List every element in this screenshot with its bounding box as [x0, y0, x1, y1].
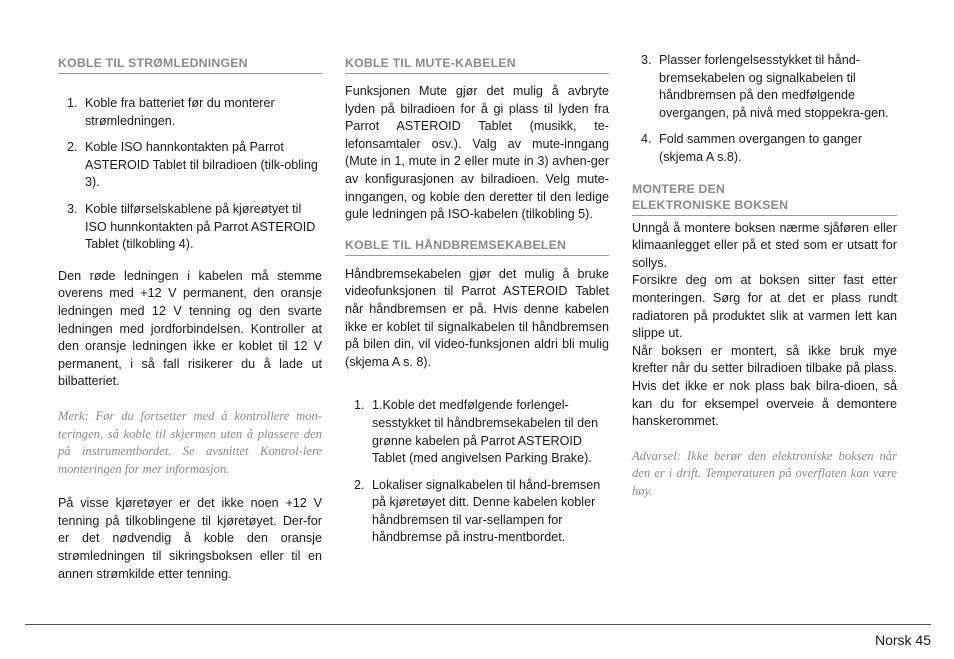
power-cable-steps: [58, 95, 322, 254]
step-text: Lokaliser signalkabelen til hånd-bremsen på kjøretøyet ditt. Denne kabelen kobler håndbremsen til var-sellampen for håndbremse på instru-mentbordet.: [372, 477, 601, 545]
column-middle: [345, 55, 609, 556]
step-number: 2.: [67, 140, 78, 155]
page-footer-label: Norsk 45: [874, 632, 931, 648]
handbrake-steps: [345, 397, 609, 547]
column-right: [632, 52, 897, 500]
footer-divider: [25, 624, 931, 625]
list-item: [345, 397, 609, 467]
body-paragraph: På visse kjøretøyer er det ikke noen +12 V tenning på tilkoblingene til kjøretøyet. Der-for er det nødvendig å koble den oransje strømledningen til sikringsboksen eller til en annen strømkilde etter tenning.: [58, 496, 322, 581]
list-item: [58, 139, 322, 192]
body-paragraph: Når boksen er montert, så ikke bruk mye krefter når du setter bilradioen tilbake på plass. Hvis det ikke er nok plass bak bilra-dioen, så kan du for eksempel overveie å demontere hanskerommet.: [632, 343, 897, 429]
step-number: 1.: [354, 398, 365, 413]
body-paragraph: Funksjonen Mute gjør det mulig å avbryte lyden på bilradioen for å gi plass til lyden fra Parrot ASTEROID Tablet (musikk, te-lefonsamtaler osv.). Valg av mute-inngang (Mute in 1, mute in 2 eller mute in 3) avhen-ger av konfigurasjonen av bilradioen. Velg mute-inngangen, og koble den deretter til den ledige gule ledningen på ISO-kabelen (tilkobling 5).: [345, 84, 609, 222]
step-number: 4.: [641, 132, 652, 147]
section-heading-electronic-box: [632, 181, 897, 216]
section-heading-handbrake-cable: KOBLE TIL HÅNDBREMSEKABELEN: [345, 237, 609, 256]
step-text: 1.Koble det medfølgende forlengel-sesstykket til håndbremsekabelen til den grønne kabelen på Parrot ASTEROID Tablet (med angivelsen Parking Brake).: [372, 398, 599, 466]
step-number: 3.: [67, 201, 78, 216]
step-text: Fold sammen overgangen to ganger (skjema A s.8).: [659, 132, 863, 164]
list-item: [345, 477, 609, 547]
list-item: [632, 52, 897, 122]
step-text: Plasser forlengelsesstykket til hånd-bremsekabelen og signalkabelen til håndbremsen på den medfølgende overgangen, på nivå med stoppekra-gen.: [659, 53, 889, 120]
step-text: Koble fra batteriet før du monterer strømledningen.: [85, 96, 275, 128]
step-number: 3.: [641, 53, 652, 67]
heading-line: MONTERE DEN: [632, 181, 726, 196]
step-text: Koble tilførselskablene på kjøreøtyet til ISO hunnkontakten på Parrot ASTEROID Tablet (tilkobling 4).: [85, 201, 316, 252]
step-number: 2.: [354, 477, 365, 492]
list-item: [632, 131, 897, 166]
list-item: [58, 201, 322, 254]
section-heading-mute-cable: KOBLE TIL MUTE-KABELEN: [345, 55, 609, 74]
body-paragraph: Den røde ledningen i kabelen må stemme overens med +12 V permanent, den oransje ledningen med 12 V tenning og den svarte ledningen med jordforbindelsen. Kontroller at den oransje ledningen ikke er koblet til 12 V permanent, i så fall risikerer du å lade ut bilbatteriet.: [58, 268, 322, 389]
body-paragraph: Håndbremsekabelen gjør det mulig å bruke videofunksjonen til Parrot ASTEROID Tablet når håndbremsen er på. Hvis denne kabelen ikke er koblet til signalkabelen til håndbremsen på bilen din, vil video-funksjonen aldri bli mulig (skjema A s. 8).: [345, 266, 609, 369]
list-item: [58, 95, 322, 130]
body-paragraph: Forsikre deg om at boksen sitter fast etter monteringen. Sørg for at det er plass rundt radiatoren på produktet slik at varmen lett kan slippe ut.: [632, 273, 897, 341]
step-text: Koble ISO hannkontakten på Parrot ASTEROID Tablet til bilradioen (tilk-obling 3).: [85, 140, 318, 190]
heading-line: ELEKTRONISKE BOKSEN: [632, 197, 789, 212]
note-paragraph: Merk: Før du fortsetter med å kontrollere mon-teringen, så koble til skjermen uten å plassere den på instrumentbordet. Se avsnittet Kontrol-lere monteringen for mer informasjon.: [58, 408, 322, 476]
column-left: [58, 55, 322, 583]
handbrake-steps-continued: [632, 52, 897, 167]
warning-paragraph: Advarsel: Ikke berør den elektroniske boksen når den er i drift. Temperaturen på overflaten kan være høy.: [632, 448, 897, 498]
step-number: 1.: [67, 96, 78, 110]
body-paragraph: Unngå å montere boksen nærme sjåføren eller klimaanlegget eller på et sted som er utsatt for sollys.: [632, 220, 897, 270]
section-heading-power-cable: KOBLE TIL STRØMLEDNINGEN: [58, 55, 322, 74]
